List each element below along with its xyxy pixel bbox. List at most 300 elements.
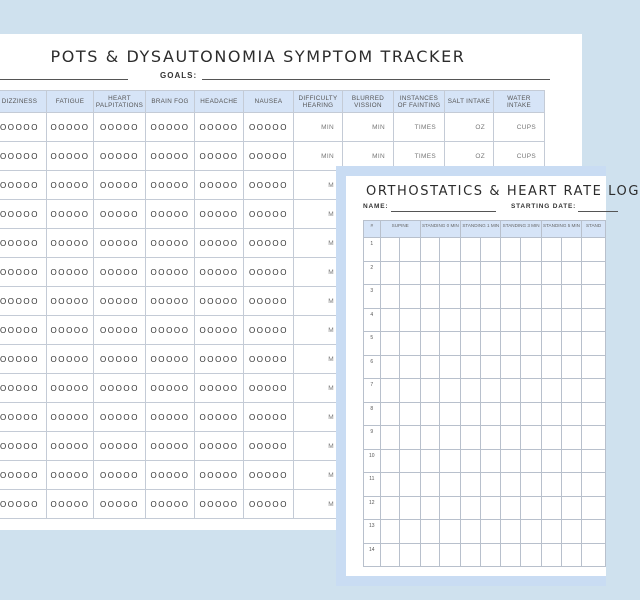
rating-cell[interactable]: OOOOO <box>244 229 294 258</box>
rating-cell[interactable]: OOOOO <box>146 490 195 519</box>
heart-rate-cell[interactable] <box>521 379 542 403</box>
heart-rate-cell[interactable] <box>461 238 481 262</box>
heart-rate-cell[interactable] <box>440 543 461 567</box>
table-row <box>364 238 606 262</box>
unit-cell[interactable]: M <box>294 316 343 345</box>
starting-date-line <box>578 211 618 212</box>
rating-cell[interactable]: OOOOO <box>195 200 244 229</box>
table-row <box>364 402 606 426</box>
heart-rate-cell[interactable] <box>541 496 561 520</box>
heart-rate-cell[interactable] <box>501 308 521 332</box>
rating-cell[interactable]: OOOOO <box>146 316 195 345</box>
rating-cell[interactable]: OOOOO <box>146 461 195 490</box>
heart-rate-cell[interactable] <box>420 449 440 473</box>
heart-rate-cell[interactable] <box>561 261 582 285</box>
row-number: 3 <box>364 285 381 309</box>
heart-rate-cell[interactable] <box>521 332 542 356</box>
heart-rate-cell[interactable] <box>541 355 561 379</box>
heart-rate-cell[interactable] <box>582 520 606 544</box>
heart-rate-cell[interactable] <box>461 261 481 285</box>
rating-cell[interactable]: OOOOO <box>94 113 146 142</box>
heart-rate-cell[interactable] <box>380 520 400 544</box>
heart-rate-cell[interactable] <box>521 355 542 379</box>
rating-cell[interactable]: OOOOO <box>47 258 94 287</box>
rating-cell[interactable]: OOOOO <box>0 142 47 171</box>
rating-cell[interactable]: OOOOO <box>146 403 195 432</box>
heart-rate-cell[interactable] <box>480 473 501 497</box>
table-row <box>364 332 606 356</box>
table-row <box>364 308 606 332</box>
unit-cell[interactable]: CUPS <box>494 113 545 142</box>
heart-rate-cell[interactable] <box>420 238 440 262</box>
heart-rate-cell[interactable] <box>440 402 461 426</box>
heart-rate-cell[interactable] <box>541 426 561 450</box>
table-row <box>364 379 606 403</box>
rating-cell[interactable]: OOOOO <box>244 200 294 229</box>
col-standing-1-min: STANDING 1 MIN <box>461 221 501 238</box>
heart-rate-cell[interactable] <box>400 426 421 450</box>
heart-rate-cell[interactable] <box>440 355 461 379</box>
heart-rate-cell[interactable] <box>561 473 582 497</box>
heart-rate-cell[interactable] <box>380 261 400 285</box>
col-number: # <box>364 221 381 238</box>
unit-cell[interactable]: CUPS <box>494 142 545 171</box>
heart-rate-cell[interactable] <box>461 520 481 544</box>
rating-cell[interactable]: OOOOO <box>146 142 195 171</box>
heart-rate-cell[interactable] <box>420 332 440 356</box>
heart-rate-cell[interactable] <box>582 402 606 426</box>
rating-cell[interactable]: OOOOO <box>0 171 47 200</box>
heart-rate-cell[interactable] <box>541 379 561 403</box>
unit-cell[interactable]: M <box>294 258 343 287</box>
heart-rate-cell[interactable] <box>561 379 582 403</box>
heart-rate-cell[interactable] <box>561 285 582 309</box>
heart-rate-cell[interactable] <box>420 308 440 332</box>
heart-rate-cell[interactable] <box>582 261 606 285</box>
rating-cell[interactable]: OOOOO <box>47 200 94 229</box>
heart-rate-cell[interactable] <box>521 402 542 426</box>
heart-rate-cell[interactable] <box>561 402 582 426</box>
starting-date-label: STARTING DATE: <box>511 203 577 210</box>
heart-rate-cell[interactable] <box>582 285 606 309</box>
col-supine: SUPINE <box>380 221 420 238</box>
rating-cell[interactable]: OOOOO <box>146 432 195 461</box>
heart-rate-cell[interactable] <box>480 449 501 473</box>
heart-rate-cell[interactable] <box>400 379 421 403</box>
unit-cell[interactable]: M <box>294 490 343 519</box>
heart-rate-cell[interactable] <box>561 308 582 332</box>
rating-cell[interactable]: OOOOO <box>94 229 146 258</box>
heart-rate-cell[interactable] <box>461 379 481 403</box>
heart-rate-cell[interactable] <box>541 473 561 497</box>
heart-rate-cell[interactable] <box>521 308 542 332</box>
rating-cell[interactable]: OOOOO <box>47 490 94 519</box>
heart-rate-cell[interactable] <box>521 543 542 567</box>
heart-rate-cell[interactable] <box>420 473 440 497</box>
row-number: 10 <box>364 449 381 473</box>
rating-cell[interactable]: OOOOO <box>195 432 244 461</box>
heart-rate-cell[interactable] <box>501 496 521 520</box>
heart-rate-cell[interactable] <box>480 355 501 379</box>
rating-cell[interactable]: OOOOO <box>195 229 244 258</box>
heart-rate-cell[interactable] <box>461 426 481 450</box>
rating-cell[interactable]: OOOOO <box>195 113 244 142</box>
heart-rate-cell[interactable] <box>501 355 521 379</box>
heart-rate-cell[interactable] <box>400 520 421 544</box>
rating-cell[interactable]: OOOOO <box>195 461 244 490</box>
heart-rate-cell[interactable] <box>440 332 461 356</box>
heart-rate-cell[interactable] <box>420 379 440 403</box>
unit-cell[interactable]: M <box>294 345 343 374</box>
col-salt-intake: SALT INTAKE <box>445 91 494 113</box>
rating-cell[interactable]: OOOOO <box>0 229 47 258</box>
rating-cell[interactable]: OOOOO <box>94 461 146 490</box>
rating-cell[interactable]: OOOOO <box>47 142 94 171</box>
rating-cell[interactable]: OOOOO <box>94 171 146 200</box>
heart-rate-cell[interactable] <box>541 285 561 309</box>
rating-cell[interactable]: OOOOO <box>244 490 294 519</box>
heart-rate-cell[interactable] <box>400 332 421 356</box>
heart-rate-cell[interactable] <box>541 332 561 356</box>
col-blurred-vission: BLURRED VISSION <box>343 91 394 113</box>
heart-rate-cell[interactable] <box>461 285 481 309</box>
rating-cell[interactable]: OOOOO <box>244 374 294 403</box>
rating-cell[interactable]: OOOOO <box>0 432 47 461</box>
rating-cell[interactable]: OOOOO <box>146 200 195 229</box>
heart-rate-cell[interactable] <box>380 543 400 567</box>
heart-rate-cell[interactable] <box>440 238 461 262</box>
heart-rate-cell[interactable] <box>480 520 501 544</box>
heart-rate-cell[interactable] <box>541 543 561 567</box>
unit-cell[interactable]: M <box>294 374 343 403</box>
rating-cell[interactable]: OOOOO <box>195 316 244 345</box>
heart-rate-cell[interactable] <box>501 261 521 285</box>
heart-rate-cell[interactable] <box>440 520 461 544</box>
heart-rate-cell[interactable] <box>582 238 606 262</box>
unit-cell[interactable]: MIN <box>343 142 394 171</box>
heart-rate-cell[interactable] <box>561 449 582 473</box>
heart-rate-cell[interactable] <box>380 473 400 497</box>
heart-rate-cell[interactable] <box>380 355 400 379</box>
unit-cell[interactable]: M <box>294 171 343 200</box>
row-number: 1 <box>364 238 381 262</box>
heart-rate-cell[interactable] <box>561 520 582 544</box>
table-row <box>364 426 606 450</box>
heart-rate-cell[interactable] <box>501 426 521 450</box>
rating-cell[interactable]: OOOOO <box>146 113 195 142</box>
heart-rate-cell[interactable] <box>480 543 501 567</box>
heart-rate-cell[interactable] <box>501 402 521 426</box>
heart-rate-cell[interactable] <box>561 332 582 356</box>
heart-rate-cell[interactable] <box>461 402 481 426</box>
heart-rate-cell[interactable] <box>561 543 582 567</box>
heart-rate-cell[interactable] <box>380 379 400 403</box>
col-nausea: NAUSEA <box>244 91 294 113</box>
heart-rate-cell[interactable] <box>461 355 481 379</box>
rating-cell[interactable]: OOOOO <box>94 490 146 519</box>
heart-rate-cell[interactable] <box>380 308 400 332</box>
rating-cell[interactable]: OOOOO <box>146 258 195 287</box>
rating-cell[interactable]: OOOOO <box>244 316 294 345</box>
rating-cell[interactable]: OOOOO <box>47 316 94 345</box>
col-standing-5-min: STANDING 5 MIN <box>541 221 581 238</box>
rating-cell[interactable]: OOOOO <box>94 200 146 229</box>
heart-rate-cell[interactable] <box>461 308 481 332</box>
heart-rate-cell[interactable] <box>541 238 561 262</box>
rating-cell[interactable]: OOOOO <box>244 287 294 316</box>
heart-rate-cell[interactable] <box>561 426 582 450</box>
rating-cell[interactable]: OOOOO <box>195 258 244 287</box>
rating-cell[interactable]: OOOOO <box>47 345 94 374</box>
name-line <box>391 211 496 212</box>
table-row <box>364 543 606 567</box>
col-standing-0-min: STANDING 0 MIN <box>420 221 460 238</box>
heart-rate-cell[interactable] <box>400 308 421 332</box>
heart-rate-cell[interactable] <box>400 355 421 379</box>
row-number: 13 <box>364 520 381 544</box>
heart-rate-cell[interactable] <box>501 238 521 262</box>
log-page <box>346 176 640 576</box>
heart-rate-cell[interactable] <box>582 496 606 520</box>
heart-rate-cell[interactable] <box>582 379 606 403</box>
heart-rate-cell[interactable] <box>501 379 521 403</box>
heart-rate-cell[interactable] <box>521 238 542 262</box>
heart-rate-cell[interactable] <box>521 426 542 450</box>
unit-cell[interactable]: MIN <box>294 142 343 171</box>
goals-label: GOALS: <box>160 71 198 80</box>
rating-cell[interactable]: OOOOO <box>94 374 146 403</box>
heart-rate-cell[interactable] <box>400 449 421 473</box>
heart-rate-cell[interactable] <box>582 543 606 567</box>
heart-rate-cell[interactable] <box>541 308 561 332</box>
rating-cell[interactable]: OOOOO <box>94 345 146 374</box>
heart-rate-cell[interactable] <box>380 426 400 450</box>
rating-cell[interactable]: OOOOO <box>47 287 94 316</box>
heart-rate-cell[interactable] <box>582 426 606 450</box>
rating-cell[interactable]: OOOOO <box>0 258 47 287</box>
heart-rate-cell[interactable] <box>541 520 561 544</box>
heart-rate-cell[interactable] <box>541 449 561 473</box>
table-row <box>364 520 606 544</box>
heart-rate-cell[interactable] <box>521 496 542 520</box>
heart-rate-cell[interactable] <box>461 496 481 520</box>
unit-cell[interactable]: M <box>294 432 343 461</box>
heart-rate-cell[interactable] <box>480 285 501 309</box>
heart-rate-cell[interactable] <box>501 285 521 309</box>
heart-rate-cell[interactable] <box>440 308 461 332</box>
heart-rate-cell[interactable] <box>521 261 542 285</box>
rating-cell[interactable]: OOOOO <box>244 461 294 490</box>
heart-rate-cell[interactable] <box>501 520 521 544</box>
heart-rate-cell[interactable] <box>400 261 421 285</box>
unit-cell[interactable]: OZ <box>445 113 494 142</box>
heart-rate-cell[interactable] <box>480 332 501 356</box>
rating-cell[interactable]: OOOOO <box>195 171 244 200</box>
rating-cell[interactable]: OOOOO <box>146 287 195 316</box>
unit-cell[interactable]: MIN <box>294 113 343 142</box>
rating-cell[interactable]: OOOOO <box>94 432 146 461</box>
heart-rate-cell[interactable] <box>440 426 461 450</box>
rating-cell[interactable]: OOOOO <box>244 403 294 432</box>
rating-cell[interactable]: OOOOO <box>195 490 244 519</box>
heart-rate-cell[interactable] <box>501 332 521 356</box>
rating-cell[interactable]: OOOOO <box>94 316 146 345</box>
rating-cell[interactable]: OOOOO <box>146 374 195 403</box>
heart-rate-cell[interactable] <box>582 449 606 473</box>
rating-cell[interactable]: OOOOO <box>146 345 195 374</box>
rating-cell[interactable]: OOOOO <box>47 113 94 142</box>
rating-cell[interactable]: OOOOO <box>0 316 47 345</box>
heart-rate-cell[interactable] <box>420 402 440 426</box>
rating-cell[interactable]: OOOOO <box>195 345 244 374</box>
heart-rate-table <box>363 220 606 567</box>
heart-rate-cell[interactable] <box>380 285 400 309</box>
heart-rate-cell[interactable] <box>420 543 440 567</box>
heart-rate-cell[interactable] <box>420 355 440 379</box>
heart-rate-cell[interactable] <box>461 332 481 356</box>
heart-rate-cell[interactable] <box>400 238 421 262</box>
rating-cell[interactable]: OOOOO <box>244 113 294 142</box>
rating-cell[interactable]: OOOOO <box>244 142 294 171</box>
heart-rate-cell[interactable] <box>380 402 400 426</box>
heart-rate-cell[interactable] <box>461 473 481 497</box>
heart-rate-cell[interactable] <box>521 473 542 497</box>
rating-cell[interactable]: OOOOO <box>244 345 294 374</box>
heart-rate-cell[interactable] <box>480 261 501 285</box>
unit-cell[interactable]: M <box>294 461 343 490</box>
heart-rate-cell[interactable] <box>400 496 421 520</box>
heart-rate-cell[interactable] <box>461 449 481 473</box>
heart-rate-cell[interactable] <box>420 496 440 520</box>
unit-cell[interactable]: M <box>294 403 343 432</box>
row-number: 6 <box>364 355 381 379</box>
heart-rate-cell[interactable] <box>480 426 501 450</box>
heart-rate-cell[interactable] <box>582 355 606 379</box>
rating-cell[interactable]: OOOOO <box>146 171 195 200</box>
rating-cell[interactable]: OOOOO <box>195 374 244 403</box>
heart-rate-cell[interactable] <box>440 473 461 497</box>
rating-cell[interactable]: OOOOO <box>94 287 146 316</box>
heart-rate-cell[interactable] <box>480 379 501 403</box>
rating-cell[interactable]: OOOOO <box>0 287 47 316</box>
heart-rate-cell[interactable] <box>400 402 421 426</box>
heart-rate-cell[interactable] <box>480 496 501 520</box>
heart-rate-cell[interactable] <box>521 449 542 473</box>
rating-cell[interactable]: OOOOO <box>195 287 244 316</box>
heart-rate-cell[interactable] <box>420 426 440 450</box>
heart-rate-cell[interactable] <box>480 402 501 426</box>
rating-cell[interactable]: OOOOO <box>0 461 47 490</box>
col-water-intake: WATER INTAKE <box>494 91 545 113</box>
name-label: NAME: <box>363 203 389 210</box>
heart-rate-cell[interactable] <box>541 402 561 426</box>
heart-rate-cell[interactable] <box>521 520 542 544</box>
heart-rate-cell[interactable] <box>380 332 400 356</box>
goals-line <box>202 79 550 80</box>
heart-rate-cell[interactable] <box>440 379 461 403</box>
rating-cell[interactable]: OOOOO <box>0 403 47 432</box>
heart-rate-cell[interactable] <box>440 449 461 473</box>
heart-rate-cell[interactable] <box>400 473 421 497</box>
rating-cell[interactable]: OOOOO <box>47 403 94 432</box>
rating-cell[interactable]: OOOOO <box>94 258 146 287</box>
rating-cell[interactable]: OOOOO <box>244 432 294 461</box>
heart-rate-cell[interactable] <box>521 285 542 309</box>
heart-rate-cell[interactable] <box>400 285 421 309</box>
heart-rate-cell[interactable] <box>440 261 461 285</box>
heart-rate-cell[interactable] <box>501 473 521 497</box>
row-number: 8 <box>364 402 381 426</box>
heart-rate-cell[interactable] <box>440 496 461 520</box>
unit-cell[interactable]: M <box>294 200 343 229</box>
heart-rate-cell[interactable] <box>561 496 582 520</box>
heart-rate-cell[interactable] <box>420 285 440 309</box>
unit-cell[interactable]: OZ <box>445 142 494 171</box>
rating-cell[interactable]: OOOOO <box>47 374 94 403</box>
rating-cell[interactable]: OOOOO <box>47 229 94 258</box>
orthostatics-log-sheet <box>336 166 640 586</box>
heart-rate-cell[interactable] <box>582 473 606 497</box>
log-title: ORTHOSTATICS & HEART RATE LOG <box>366 184 640 199</box>
rating-cell[interactable]: OOOOO <box>47 461 94 490</box>
unit-cell[interactable]: M <box>294 287 343 316</box>
heart-rate-cell[interactable] <box>501 543 521 567</box>
heart-rate-cell[interactable] <box>582 332 606 356</box>
rating-cell[interactable]: OOOOO <box>47 432 94 461</box>
heart-rate-cell[interactable] <box>480 308 501 332</box>
rating-cell[interactable]: OOOOO <box>0 490 47 519</box>
unit-cell[interactable]: MIN <box>343 113 394 142</box>
unit-cell[interactable]: TIMES <box>394 142 445 171</box>
heart-rate-cell[interactable] <box>400 543 421 567</box>
rating-cell[interactable]: OOOOO <box>94 142 146 171</box>
rating-cell[interactable]: OOOOO <box>0 374 47 403</box>
heart-rate-cell[interactable] <box>440 285 461 309</box>
symptom-header-row <box>0 91 545 113</box>
rating-cell[interactable]: OOOOO <box>146 229 195 258</box>
heart-rate-cell[interactable] <box>420 261 440 285</box>
unit-cell[interactable]: M <box>294 229 343 258</box>
rating-cell[interactable]: OOOOO <box>0 113 47 142</box>
row-number: 12 <box>364 496 381 520</box>
rating-cell[interactable]: OOOOO <box>47 171 94 200</box>
rating-cell[interactable]: OOOOO <box>94 403 146 432</box>
heart-rate-cell[interactable] <box>561 238 582 262</box>
heart-rate-cell[interactable] <box>380 449 400 473</box>
rating-cell[interactable]: OOOOO <box>244 258 294 287</box>
heart-rate-cell[interactable] <box>501 449 521 473</box>
unit-cell[interactable]: TIMES <box>394 113 445 142</box>
rating-cell[interactable]: OOOOO <box>0 345 47 374</box>
heart-rate-cell[interactable] <box>380 238 400 262</box>
heart-rate-cell[interactable] <box>461 543 481 567</box>
rating-cell[interactable]: OOOOO <box>195 403 244 432</box>
rating-cell[interactable]: OOOOO <box>0 200 47 229</box>
heart-rate-cell[interactable] <box>582 308 606 332</box>
log-header-row <box>364 221 606 238</box>
table-row <box>364 449 606 473</box>
heart-rate-cell[interactable] <box>480 238 501 262</box>
heart-rate-cell[interactable] <box>541 261 561 285</box>
rating-cell[interactable]: OOOOO <box>195 142 244 171</box>
rating-cell[interactable]: OOOOO <box>244 171 294 200</box>
heart-rate-cell[interactable] <box>420 520 440 544</box>
col-brain-fog: BRAIN FOG <box>146 91 195 113</box>
row-number: 2 <box>364 261 381 285</box>
row-number: 14 <box>364 543 381 567</box>
heart-rate-cell[interactable] <box>561 355 582 379</box>
heart-rate-cell[interactable] <box>380 496 400 520</box>
